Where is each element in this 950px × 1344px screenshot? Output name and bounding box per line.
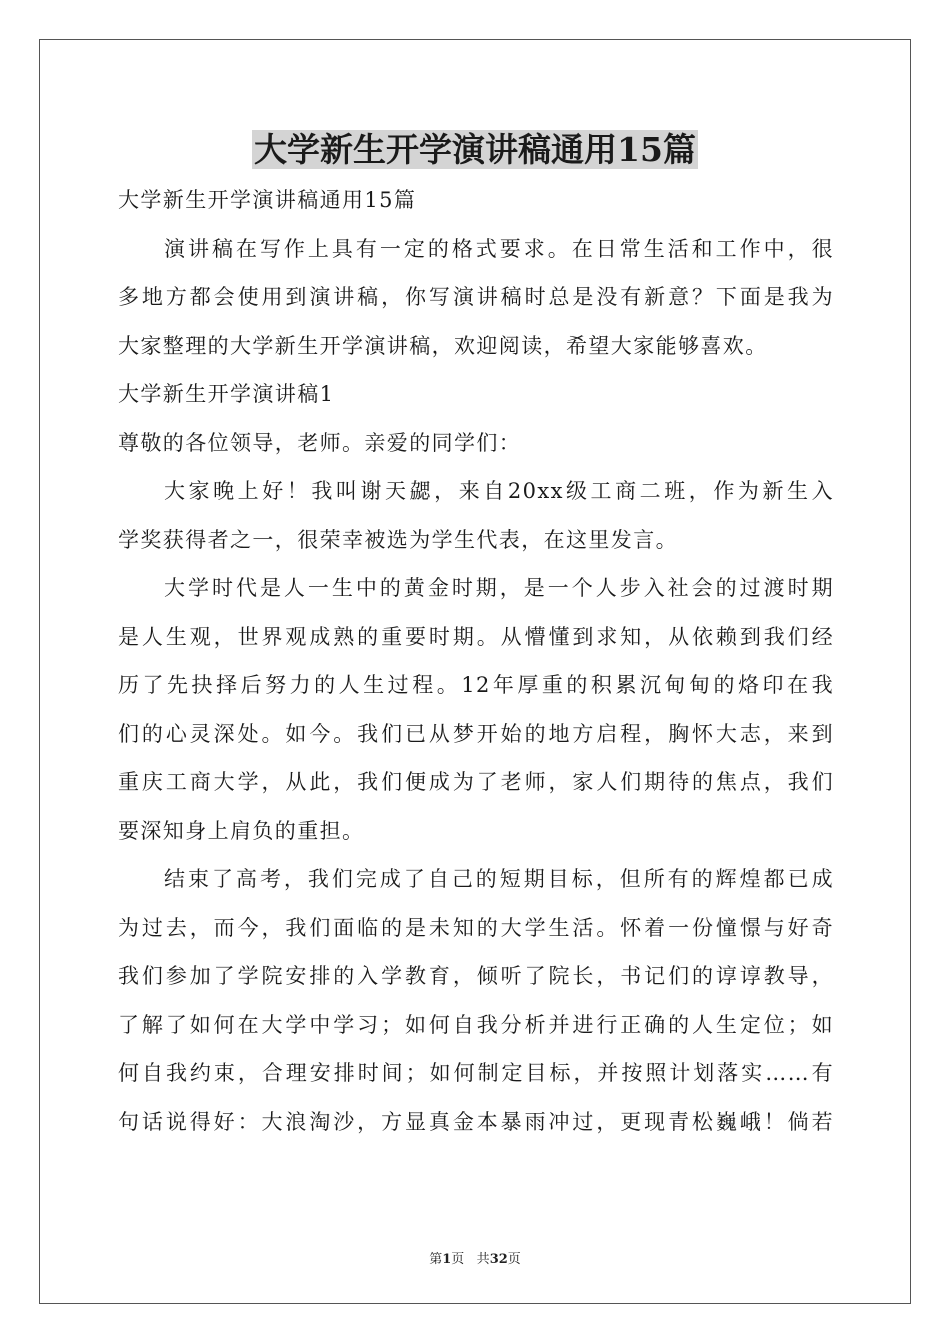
- salutation: 尊敬的各位领导，老师。亲爱的同学们：: [118, 430, 522, 455]
- para3-line-6: 句话说得好：大浪淘沙，方显真金本暴雨冲过，更现青松巍峨！倘若: [118, 1109, 834, 1134]
- total-suffix: 页: [507, 1252, 521, 1267]
- para3-line-2: 为过去，而今，我们面临的是未知的大学生活。怀着一份憧憬与好奇: [118, 915, 834, 940]
- page-footer: [0, 1251, 950, 1269]
- para3-line-5: 何自我约束，合理安排时间；如何制定目标，并按照计划落实……有: [118, 1061, 834, 1085]
- document-title: [0, 128, 950, 172]
- para2-line-1: 大学时代是人一生中的黄金时期，是一个人步入社会的过渡时期: [164, 576, 834, 600]
- para2-line-6: 要深知身上肩负的重担。: [118, 818, 365, 843]
- total-prefix: 共: [476, 1252, 490, 1267]
- document-body: [118, 176, 834, 1146]
- para3-line-3: 我们参加了学院安排的入学教育，倾听了院长，书记们的谆谆教导，: [118, 964, 834, 988]
- para2-line-4: 们的心灵深处。如今。我们已从梦开始的地方启程，胸怀大志，来到: [118, 721, 834, 746]
- intro-line-1: 演讲稿在写作上具有一定的格式要求。在日常生活和工作中，很: [164, 236, 834, 261]
- intro-line-2: 多地方都会使用到演讲稿，你写演讲稿时总是没有新意？下面是我为: [118, 285, 834, 309]
- page-suffix: 页: [451, 1252, 465, 1267]
- document-subtitle: 大学新生开学演讲稿通用15篇: [118, 188, 417, 212]
- section-heading: 大学新生开学演讲稿1: [118, 382, 335, 406]
- para1-line-2: 学奖获得者之一，很荣幸被选为学生代表，在这里发言。: [118, 527, 678, 552]
- page-number: 1: [442, 1252, 452, 1267]
- para1-line-1: 大家晚上好！我叫谢天勰，来自20xx级工商二班，作为新生入: [164, 479, 834, 503]
- para2-line-5: 重庆工商大学，从此，我们便成为了老师，家人们期待的焦点，我们: [118, 770, 834, 794]
- intro-line-3: 大家整理的大学新生开学演讲稿，欢迎阅读，希望大家能够喜欢。: [118, 333, 768, 358]
- page-prefix: 第: [429, 1252, 443, 1267]
- total-pages: 32: [489, 1252, 508, 1267]
- para3-line-1: 结束了高考，我们完成了自己的短期目标，但所有的辉煌都已成: [164, 867, 834, 891]
- document-title-text: 大学新生开学演讲稿通用15篇: [254, 130, 696, 169]
- para3-line-4: 了解了如何在大学中学习；如何自我分析并进行正确的人生定位；如: [118, 1012, 834, 1037]
- para2-line-2: 是人生观，世界观成熟的重要时期。从懵懂到求知，从依赖到我们经: [118, 624, 834, 649]
- para2-line-3: 历了先抉择后努力的人生过程。12年厚重的积累沉甸甸的烙印在我: [118, 673, 834, 697]
